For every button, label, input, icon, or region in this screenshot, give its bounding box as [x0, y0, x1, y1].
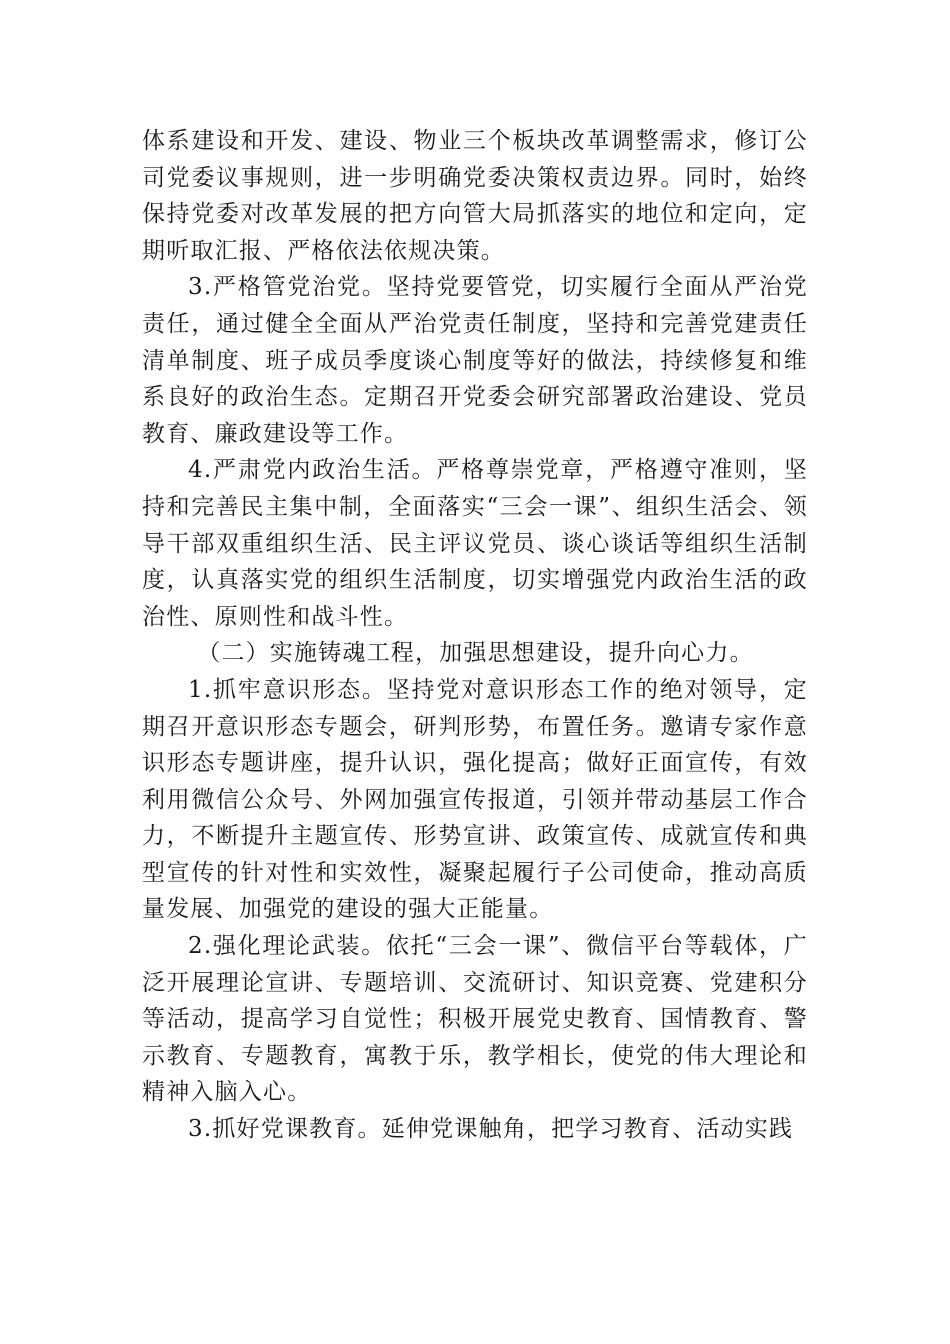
- paragraph-party-political-life: 4.严肃党内政治生活。严格尊崇党章，严格遵守准则，坚持和完善民主集中制，全面落实“三会一课”、组织生活会、领导干部双重组织生活、民主评议党员、谈心谈话等组织生活制度，认真落实党的组织生活制度，切实增强党内政治生活的政治性、原则性和战斗性。: [142, 457, 808, 630]
- section-heading-two: （二）实施铸魂工程，加强思想建设，提升向心力。: [197, 640, 754, 667]
- paragraph-strict-party-governance: 3.严格管党治党。坚持党要管党，切实履行全面从严治党责任，通过健全全面从严治党责任制度，坚持和完善党建责任清单制度、班子成员季度谈心制度等好的做法，持续修复和维系良好的政治生态。定期召开党委会研究部署政治建设、党员教育、廉政建设等工作。: [142, 274, 808, 447]
- paragraph-ideology: 1.抓牢意识形态。坚持党对意识形态工作的绝对领导，定期召开意识形态专题会，研判形势，布置任务。邀请专家作意识形态专题讲座，提升认识，强化提高；做好正面宣传，有效利用微信公众号、外网加强宣传报道，引领并带动基层工作合力，不断提升主题宣传、形势宣讲、政策宣传、成就宣传和典型宣传的针对性和实效性，凝聚起履行子公司使命，推动高质量发展、加强党的建设的强大正能量。: [142, 676, 808, 923]
- paragraph-theory-study: 2.强化理论武装。依托“三会一课”、微信平台等载体，广泛开展理论宣讲、专题培训、交流研讨、知识竞赛、党建积分等活动，提高学习自觉性；积极开展党史教育、国情教育、警示教育、专题教育，寓教于乐，教学相长，使党的伟大理论和精神入脑入心。: [142, 933, 808, 1106]
- paragraph-party-lessons: 3.抓好党课教育。延伸党课触角，把学习教育、活动实践: [188, 1116, 794, 1143]
- paragraph-continued: 体系建设和开发、建设、物业三个板块改革调整需求，修订公司党委议事规则，进一步明确党委决策权责边界。同时，始终保持党委对改革发展的把方向管大局抓落实的地位和定向，定期听取汇报、严格依法依规决策。: [142, 128, 808, 264]
- document-body: [142, 123, 808, 1148]
